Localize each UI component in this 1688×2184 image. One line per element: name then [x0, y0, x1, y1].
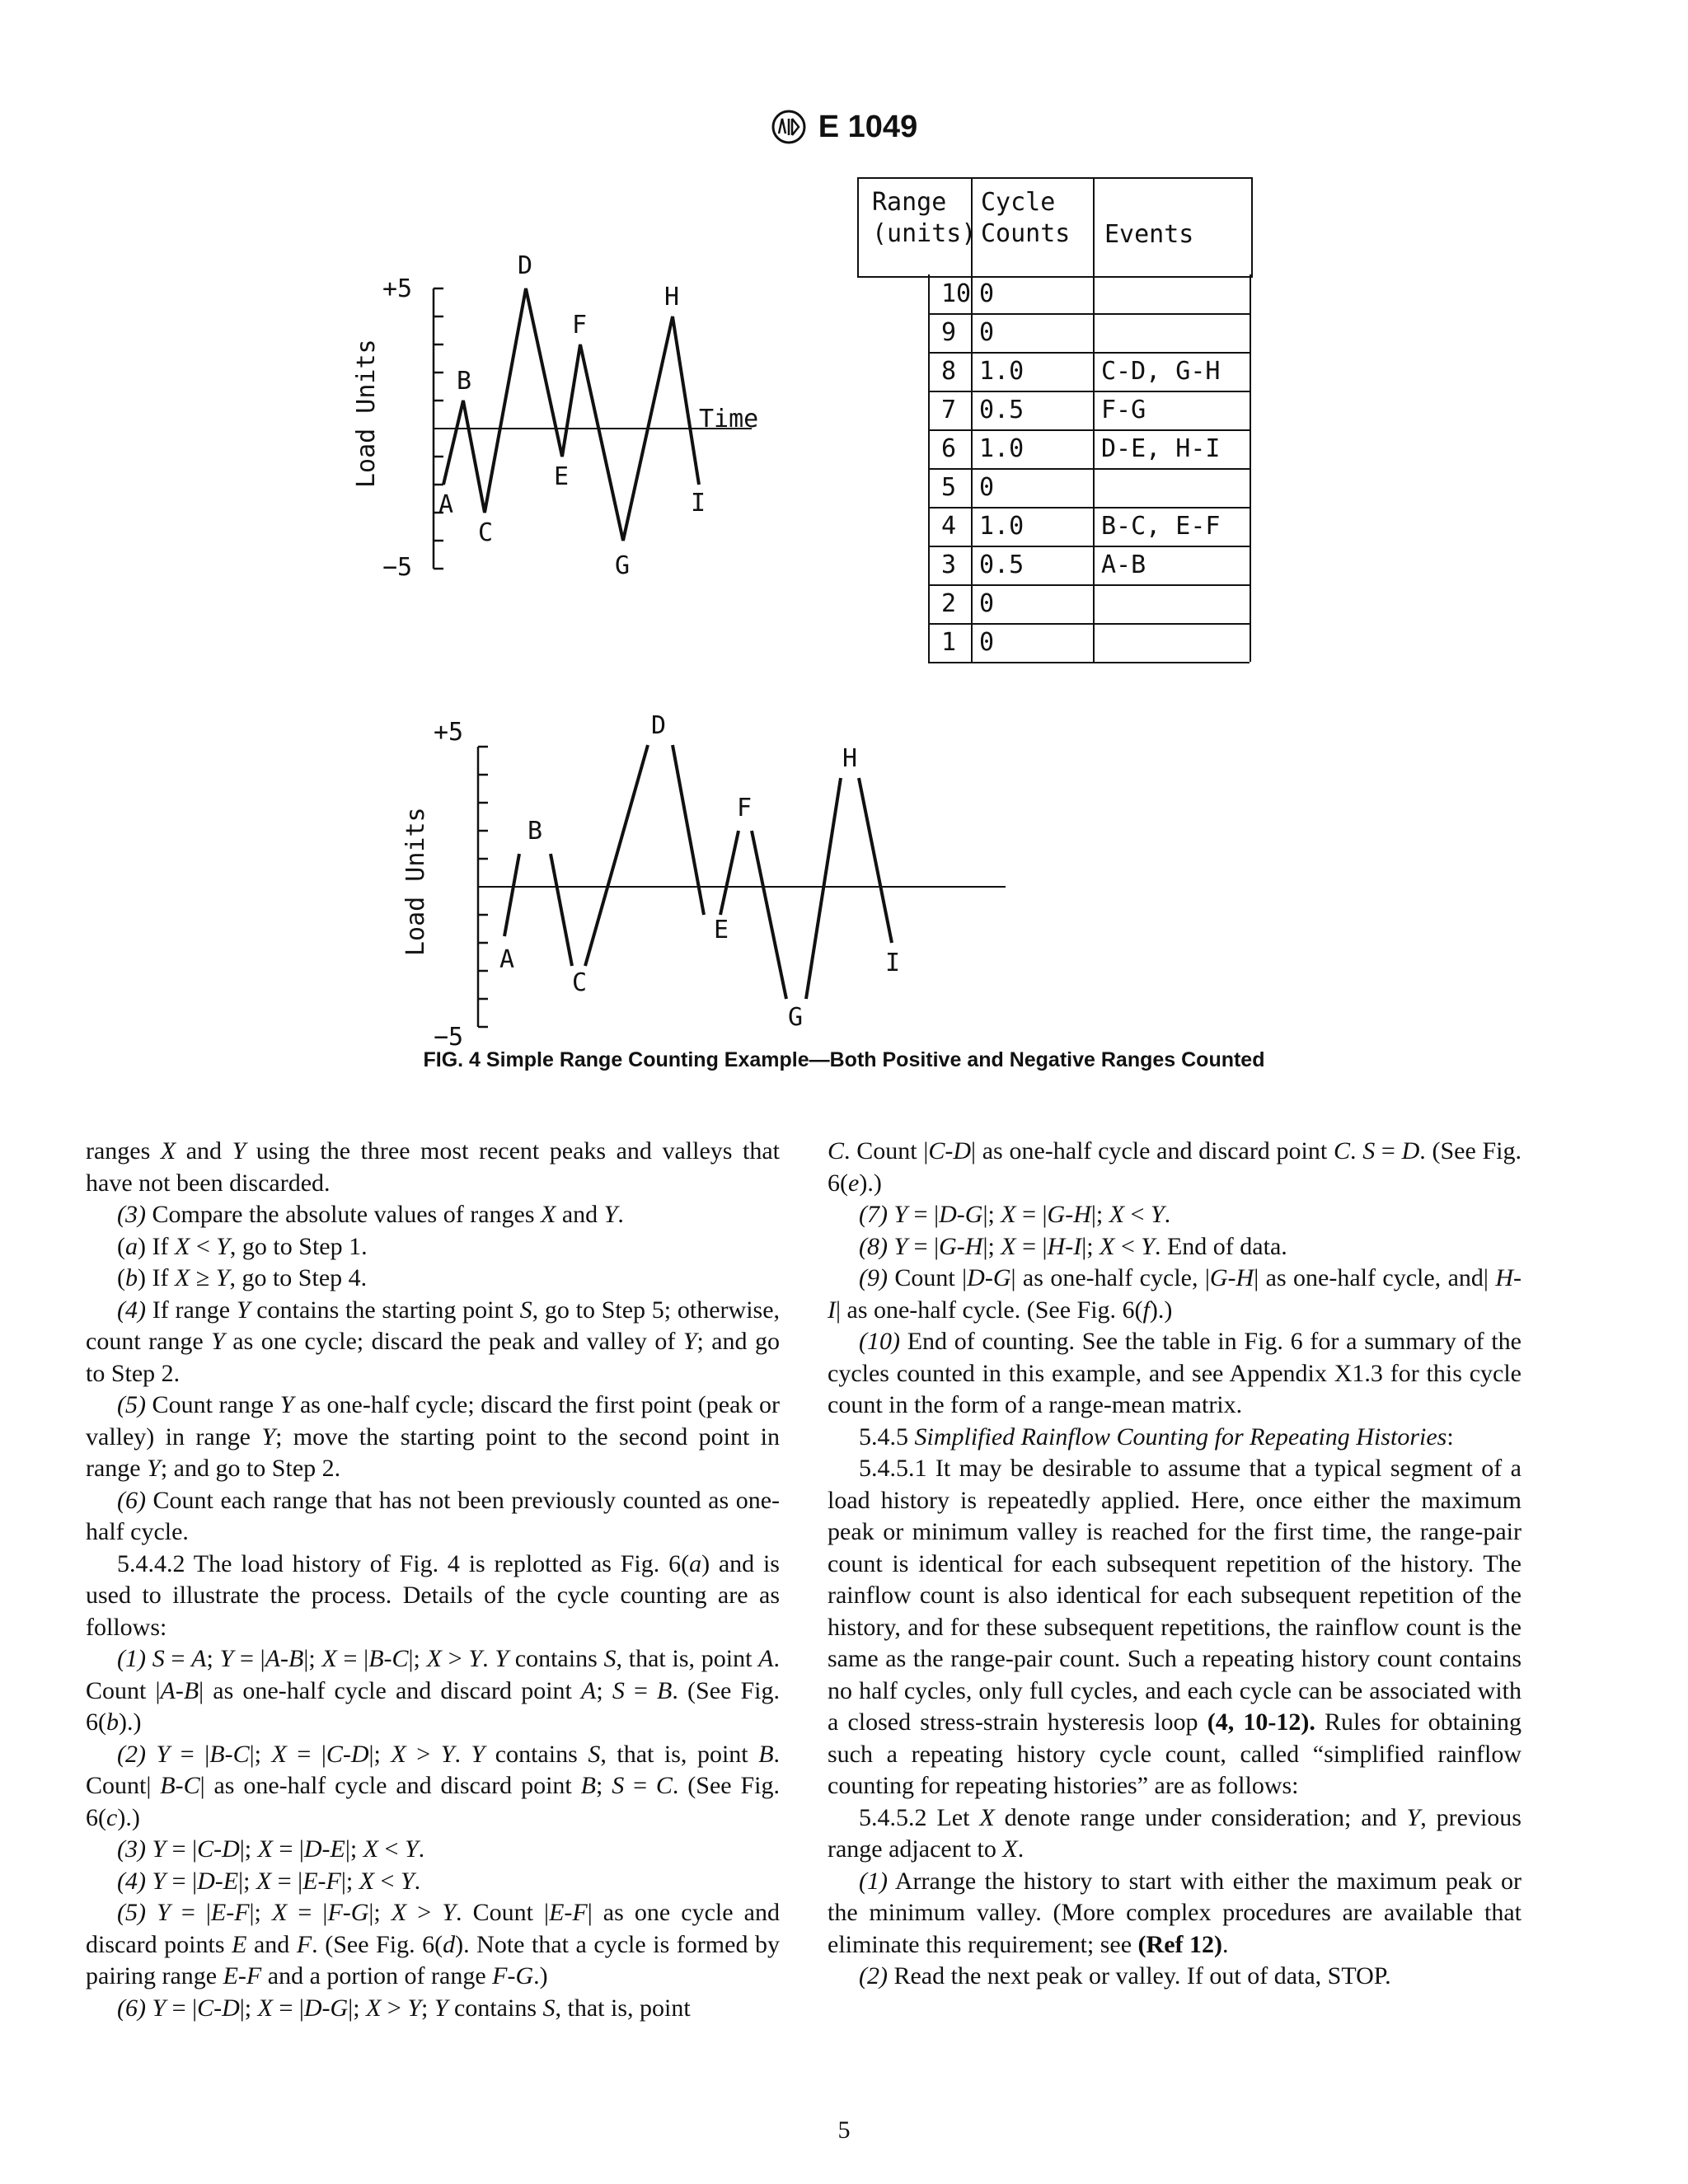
paragraph: (3) Compare the absolute values of ranges X and Y.	[117, 1201, 624, 1228]
bottom-plot-load-trace-segments	[504, 745, 892, 999]
events-cell: B-C, E-F	[1101, 512, 1221, 541]
events-cell: F-G	[1101, 396, 1146, 424]
cycle-count-cell: 0	[979, 473, 995, 502]
top-plot-point-A: A	[438, 490, 454, 519]
top-plot-point-F: F	[572, 311, 588, 340]
top-plot-load-trace	[443, 288, 699, 541]
paragraph: (8) Y = |G-H|; X = |H-I|; X < Y. End of data.	[859, 1232, 1287, 1260]
paragraph: (4) Y = |D-E|; X = |E-F|; X < Y.	[117, 1867, 421, 1895]
events-cell: C-D, G-H	[1101, 357, 1221, 386]
paragraph: (4) If range Y contains the starting point S, go to Step 5; otherwise, count range Y as one cycle; discard the peak and valley of Y; and go to Step 2.	[86, 1296, 781, 1387]
table-row	[928, 623, 1250, 663]
bottom-plot-point-E: E	[714, 916, 729, 944]
top-load-history-plot	[346, 247, 775, 593]
cycle-count-cell: 1.0	[979, 512, 1025, 541]
table-row	[928, 274, 1250, 315]
table-column-rule	[971, 274, 973, 662]
cycle-count-cell: 1.0	[979, 357, 1025, 386]
paragraph: (2) Y = |B-C|; X = |C-D|; X > Y. Y contains S, that is, point B. Count| B-C| as one-half cycle and discard point B; S = C. (See Fig. 6(c).)	[86, 1740, 781, 1831]
figure-caption: FIG. 4 Simple Range Counting Example—Both Positive and Negative Ranges Counted	[423, 1048, 1265, 1071]
paragraph: (a) If X < Y, go to Step 1.	[117, 1232, 368, 1260]
top-plot-point-E: E	[554, 462, 570, 491]
paragraph: 5.4.5.1 It may be desirable to assume that a typical segment of a load history is repeatedly applied. Here, once either the maximum peak or minimum valley is reached for the first time, the range-pair count is identical for each subsequent repetition of the history. The rainflow count is also identical for each subsequent repetition of the history, and for these subsequent repetitions, the rainflow count is the same as the range-pair count. Such a repeating history count contains no half cycles, only full cycles, and each cycle can be associated with a closed stress-strain hysteresis loop (4, 10-12). Rules for obtaining such a repeating history cycle count, called “simplified rainflow counting for repeating histories” are as follows:	[828, 1455, 1522, 1799]
table-row	[928, 546, 1250, 586]
top-plot-point-D: D	[518, 251, 533, 280]
document-id: E 1049	[818, 109, 918, 144]
range-cell: 4	[941, 512, 957, 541]
paragraph: (2) Read the next peak or valley. If out of data, STOP.	[859, 1962, 1391, 1990]
paragraph: ranges X and Y using the three most recent peaks and valleys that have not been discarded.	[86, 1137, 780, 1197]
table-header-cycle-counts: Cycle Counts	[981, 188, 1071, 248]
paragraph: (1) S = A; Y = |A-B|; X = |B-C|; X > Y. Y contains S, that is, point A. Count |A-B| as one-half cycle and discard point A; S = B. (See Fig. 6(b).)	[86, 1645, 780, 1736]
range-cell: 8	[941, 357, 957, 386]
bottom-load-history-plot	[387, 709, 1014, 1055]
top-plot-point-I: I	[691, 489, 706, 518]
top-plot-ymax-label: +5	[382, 274, 413, 303]
right-text-column	[828, 1136, 1522, 1993]
cycle-count-cell: 0	[979, 628, 995, 657]
bottom-plot-point-B: B	[528, 817, 543, 846]
paragraph: 5.4.4.2 The load history of Fig. 4 is replotted as Fig. 6(a) and is used to illustrate the process. Details of the cycle counting are as follows:	[86, 1549, 780, 1641]
cycle-count-cell: 0.5	[979, 396, 1025, 424]
table-header-range: Range (units)	[872, 188, 977, 248]
table-row	[928, 352, 1250, 392]
cycle-count-cell: 0	[979, 589, 995, 618]
range-cell: 1	[941, 628, 957, 657]
table-row	[928, 584, 1250, 625]
bottom-plot-point-F: F	[737, 794, 753, 823]
bottom-plot-point-D: D	[651, 711, 667, 740]
bottom-plot-ymax-label: +5	[434, 718, 464, 747]
bottom-plot-point-C: C	[572, 968, 588, 997]
top-plot-point-G: G	[615, 551, 631, 580]
paragraph: 5.4.5.2 Let X denote range under consideration; and Y, previous range adjacent to X.	[828, 1803, 1522, 1863]
left-text-column	[86, 1136, 780, 2024]
page-number: 5	[837, 2116, 851, 2144]
paragraph: (5) Count range Y as one-half cycle; discard the first point (peak or valley) in range Y; move the starting point to the second point in range Y; and go to Step 2.	[86, 1391, 781, 1482]
table-row	[928, 391, 1250, 431]
paragraph: C. Count |C-D| as one-half cycle and discard point C. S = D. (See Fig. 6(e).)	[828, 1137, 1522, 1197]
paragraph: (6) Count each range that has not been previously counted as one-half cycle.	[86, 1486, 780, 1545]
bottom-plot-ylabel: Load Units	[401, 807, 430, 956]
range-cell: 5	[941, 473, 957, 502]
paragraph: (6) Y = |C-D|; X = |D-G|; X > Y; Y contains S, that is, point	[117, 1994, 691, 2022]
events-cell: D-E, H-I	[1101, 434, 1221, 463]
bottom-plot-point-I: I	[885, 949, 901, 977]
top-plot-time-label: Time	[699, 405, 759, 434]
range-cell: 3	[941, 551, 957, 579]
table-row	[928, 507, 1250, 547]
table-row	[928, 313, 1250, 354]
range-cell: 10	[941, 279, 972, 308]
cycle-count-cell: 0	[979, 318, 995, 347]
top-plot-point-H: H	[664, 283, 680, 312]
range-cell: 7	[941, 396, 957, 424]
table-column-rule	[1093, 274, 1095, 662]
table-row	[928, 429, 1250, 470]
bottom-plot-point-H: H	[842, 744, 858, 773]
table-header-events: Events	[1104, 220, 1194, 249]
paragraph: (3) Y = |C-D|; X = |D-E|; X < Y.	[117, 1835, 425, 1863]
top-plot-ylabel: Load Units	[352, 339, 381, 488]
range-cell: 2	[941, 589, 957, 618]
paragraph: (9) Count |D-G| as one-half cycle, |G-H| as one-half cycle, and| H-I| as one-half cycle. (See Fig. 6(f).)	[828, 1264, 1522, 1324]
table-column-rule	[928, 274, 930, 662]
range-cell: 6	[941, 434, 957, 463]
cycle-count-cell: 1.0	[979, 434, 1025, 463]
paragraph: (7) Y = |D-G|; X = |G-H|; X < Y.	[859, 1201, 1171, 1228]
bottom-plot-point-A: A	[499, 945, 515, 974]
range-count-table	[857, 177, 1253, 663]
bottom-plot-point-G: G	[788, 1003, 804, 1032]
cycle-count-cell: 0	[979, 279, 995, 308]
table-body	[928, 274, 1250, 662]
paragraph: (1) Arrange the history to start with either the maximum peak or the minimum valley. (More complex procedures are available that eliminate this requirement; see (Ref 12).	[828, 1867, 1522, 1958]
paragraph: (5) Y = |E-F|; X = |F-G|; X > Y. Count |E-F| as one cycle and discard points E and F. (See Fig. 6(d). Note that a cycle is formed by pairing range E-F and a portion of range F-G.)	[86, 1899, 780, 1990]
paragraph: (b) If X ≥ Y, go to Step 4.	[117, 1264, 368, 1291]
paragraph: 5.4.5 Simplified Rainflow Counting for Repeating Histories:	[859, 1422, 1454, 1451]
events-cell: A-B	[1101, 551, 1146, 579]
cycle-count-cell: 0.5	[979, 551, 1025, 579]
page-header	[0, 109, 1688, 145]
paragraph: (10) End of counting. See the table in Fig. 6 for a summary of the cycles counted in this example, and see Appendix X1.3 for this cycle count in the form of a range-mean matrix.	[828, 1328, 1522, 1418]
top-plot-point-C: C	[478, 518, 494, 547]
top-plot-ymin-label: −5	[382, 553, 413, 582]
top-plot-point-B: B	[457, 367, 472, 396]
table-row	[928, 468, 1250, 509]
bottom-plot-ymin-label: −5	[434, 1023, 464, 1052]
astm-logo-icon	[771, 109, 807, 145]
table-column-rule	[1250, 274, 1251, 662]
range-cell: 9	[941, 318, 957, 347]
